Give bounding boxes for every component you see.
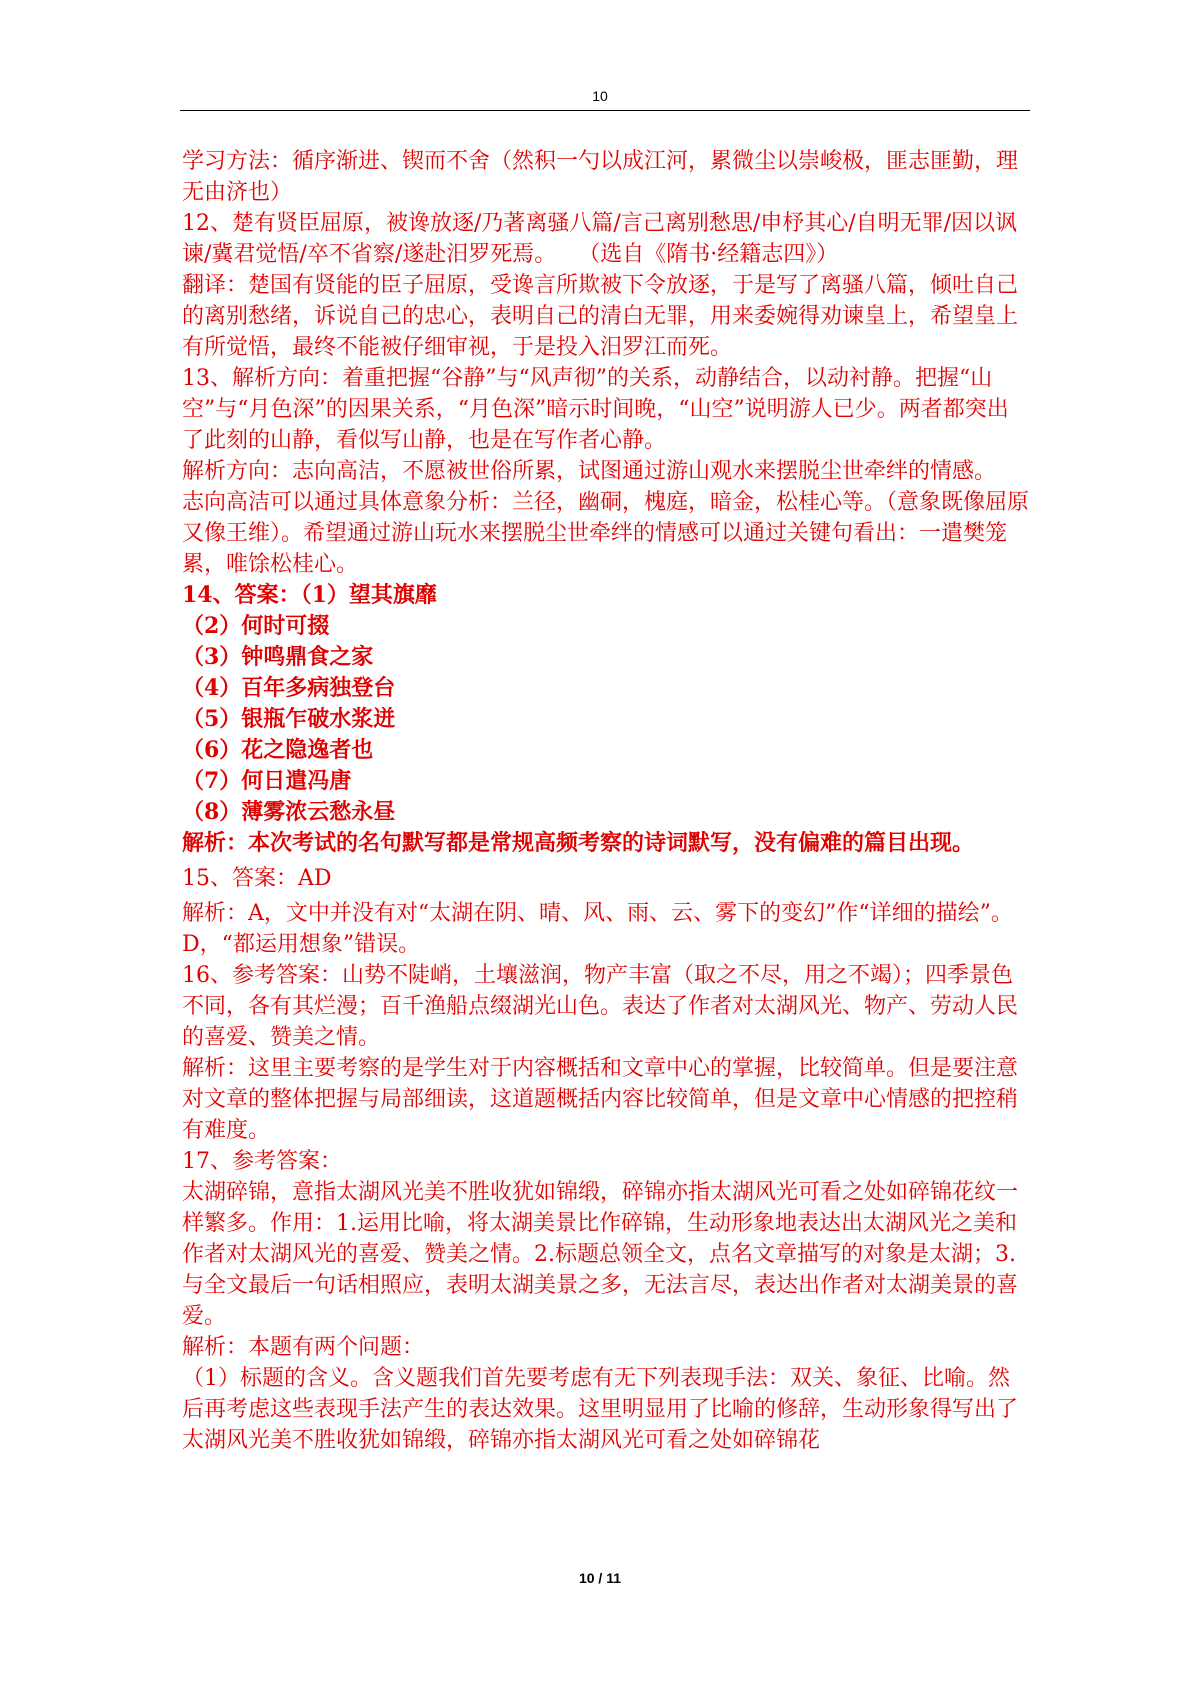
- page-header-number: 10: [592, 88, 608, 104]
- document-paragraph: 14、答案：（1）望其旗靡: [182, 582, 437, 608]
- document-paragraph: 解析方向：志向高洁，不愿被世俗所累，试图通过游山观水来摆脱尘世牵绊的情感。: [182, 459, 997, 484]
- document-paragraph: 翻译：楚国有贤能的臣子屈原，受谗言所欺被下令放逐，于是写了离骚八篇，倾吐自己的离别愁绪，诉说自己的忠心，表明自己的清白无罪，用来委婉得劝谏皇上，希望皇上有所觉悟，最终不能被仔细审视，于是投入汨罗江而死。: [182, 273, 1019, 360]
- document-paragraph: 解析：本次考试的名句默写都是常规高频考察的诗词默写，没有偏难的篇目出现。: [182, 830, 975, 856]
- document-paragraph: 志向高洁可以通过具体意象分析：兰径，幽硐，槐庭，暗金，松桂心等。（意象既像屈原又像王维）。希望通过游山玩水来摆脱尘世牵绊的情感可以通过关键句看出：一遣樊笼累，唯馀松桂心。: [182, 490, 1030, 577]
- document-paragraph: （4）百年多病独登台: [182, 675, 396, 701]
- document-paragraph: 16、参考答案：山势不陡峭，土壤滋润，物产丰富（取之不尽，用之不竭）；四季景色不同，各有其烂漫；百千渔船点缀湖光山色。表达了作者对太湖风光、物产、劳动人民的喜爱、赞美之情。: [182, 963, 1019, 1050]
- document-paragraph: 学习方法：循序渐进、锲而不舍（然积一勺以成江河，累微尘以崇峻极，匪志匪勤，理无由济也）: [182, 149, 1019, 205]
- document-paragraph: 解析：A，文中并没有对“太湖在阴、晴、风、雨、云、雾下的变幻”作“详细的描绘”。D，“都运用想象”错误。: [182, 901, 1013, 957]
- document-paragraph: （1）标题的含义。含义题我们首先要考虑有无下列表现手法：双关、象征、比喻。然后再考虑这些表现手法产生的表达效果。这里明显用了比喻的修辞，生动形象得写出了太湖风光美不胜收犹如锦缎，碎锦亦指太湖风光可看之处如碎锦花: [182, 1366, 1019, 1453]
- document-paragraph: 15、答案：AD: [182, 866, 332, 891]
- document-paragraph: 太湖碎锦，意指太湖风光美不胜收犹如锦缎，碎锦亦指太湖风光可看之处如碎锦花纹一样繁多。作用：1.运用比喻，将太湖美景比作碎锦，生动形象地表达出太湖风光之美和作者对太湖风光的喜爱、赞美之情。2.标题总领全文，点名文章描写的对象是太湖；3.与全文最后一句话相照应，表明太湖美景之多，无法言尽，表达出作者对太湖美景的喜爱。: [182, 1180, 1019, 1329]
- document-paragraph: （6）花之隐逸者也: [182, 737, 374, 763]
- document-paragraph: 解析：这里主要考察的是学生对于内容概括和文章中心的掌握，比较简单。但是要注意对文章的整体把握与局部细读，这道题概括内容比较简单，但是文章中心情感的把控稍有难度。: [182, 1056, 1019, 1143]
- header-divider: [180, 110, 1030, 111]
- document-paragraph: 17、参考答案：: [182, 1149, 342, 1174]
- document-paragraph: 13、解析方向：着重把握“谷静”与“风声彻”的关系，动静结合，以动衬静。把握“山空”与“月色深”的因果关系，“月色深”暗示时间晚，“山空”说明游人已少。两者都突出了此刻的山静，看似写山静，也是在写作者心静。: [182, 366, 1009, 453]
- document-paragraph: 12、楚有贤臣屈原，被谗放逐/乃著离骚八篇/言己离别愁思/申杼其心/自明无罪/因以讽谏/冀君觉悟/卒不省察/遂赴汨罗死焉。 （选自《隋书·经籍志四》）: [182, 211, 1018, 267]
- document-paragraph: 解析：本题有两个问题：: [182, 1335, 425, 1360]
- document-paragraph: （2）何时可掇: [182, 613, 330, 639]
- document-paragraph: （5）银瓶乍破水浆迸: [182, 706, 396, 732]
- document-paragraph: （3）钟鸣鼎食之家: [182, 644, 374, 670]
- document-body: [182, 146, 1030, 1456]
- page-footer-indicator: 10 / 11: [578, 1570, 622, 1586]
- document-paragraph: （8）薄雾浓云愁永昼: [182, 799, 396, 825]
- document-paragraph: （7）何日遣冯唐: [182, 768, 352, 794]
